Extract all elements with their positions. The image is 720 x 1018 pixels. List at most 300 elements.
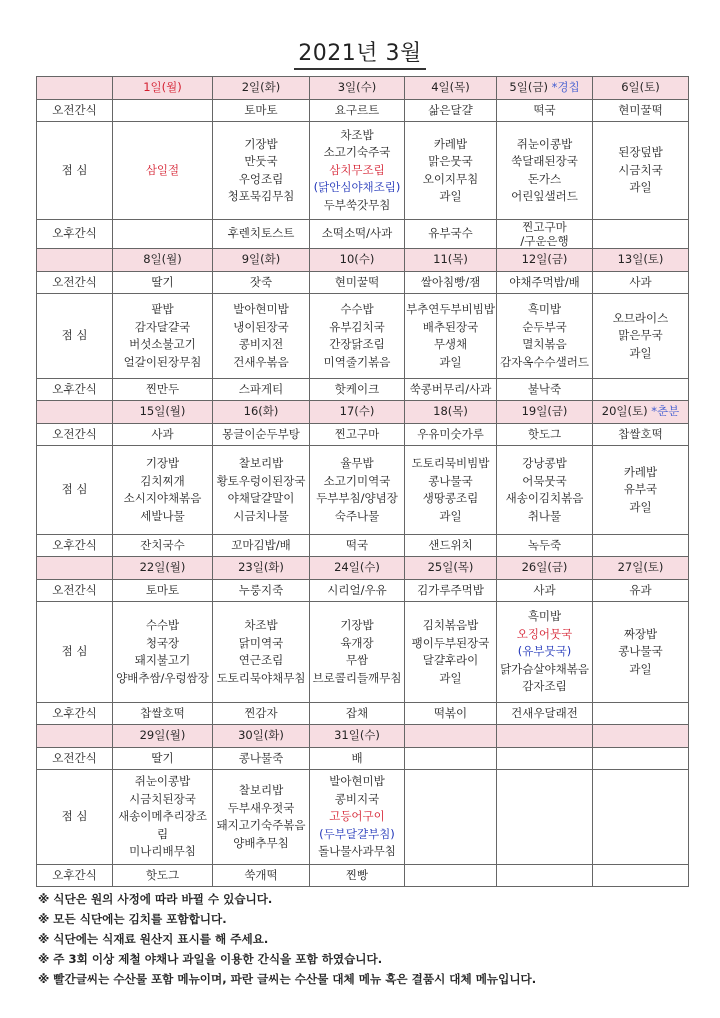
- lunch-item: 과일: [439, 189, 462, 203]
- lunch-item: 냉이된장국: [233, 319, 289, 334]
- lunch-item: 기장밥: [340, 618, 374, 632]
- pm-cell: [593, 703, 689, 725]
- am-cell: [113, 100, 213, 122]
- pm-cell: [405, 703, 497, 725]
- lunch-item: 닭미역국: [238, 635, 284, 650]
- am-cell: [213, 272, 310, 294]
- pm-cell: [113, 220, 213, 249]
- pm-item: 꼬마김밥/배: [231, 537, 291, 552]
- am-cell: [113, 580, 213, 602]
- day-label: 13일(토): [617, 252, 664, 267]
- day-label: 22일(월): [139, 560, 186, 575]
- lunch-item: 시금치국: [618, 162, 663, 177]
- day-cell: [593, 249, 689, 272]
- day-cell: [310, 557, 405, 580]
- note-line: ※ 식단은 원의 사정에 따라 바뀔 수 있습니다.: [38, 892, 273, 906]
- lunch-item: 도토리묵야채무침: [216, 670, 306, 685]
- am-item: 시리얼/우유: [327, 582, 387, 597]
- am-item: 찹쌀호떡: [618, 426, 663, 441]
- lunch-item: 미나리배무침: [129, 844, 196, 859]
- lunch-item: 두부쑥갓무침: [323, 197, 391, 212]
- lunch-item: 김치볶음밥: [422, 618, 479, 632]
- pm-item: 스파게티: [238, 381, 284, 396]
- lunch-cell: [310, 446, 405, 535]
- pm-cell: [497, 379, 593, 401]
- day-cell: [593, 557, 689, 580]
- lunch-item: 우엉조림: [238, 171, 284, 186]
- page-title: [0, 36, 720, 70]
- am-cell: [497, 748, 593, 770]
- lunch-cell: [113, 294, 213, 379]
- am-item: 배: [351, 750, 363, 765]
- lunch-item: 콩비지전: [238, 337, 284, 351]
- lunch-row: [37, 770, 689, 865]
- pm-item: 잔치국수: [140, 537, 185, 552]
- day-cell: [593, 725, 689, 748]
- lunch-item: 브로콜리들깨무침: [312, 670, 402, 685]
- pm-item: 소떡소떡/사과: [321, 226, 393, 241]
- lunch-item: 미역줄기볶음: [323, 354, 391, 369]
- am-item: 사과: [533, 582, 556, 597]
- lunch-item: 돈가스: [527, 171, 562, 186]
- am-cell: [310, 100, 405, 122]
- day-header-row: [37, 557, 689, 580]
- am-cell: [310, 580, 405, 602]
- am-cell: [310, 272, 405, 294]
- pm-item: 쑥개떡: [244, 867, 278, 882]
- day-cell: [213, 557, 310, 580]
- lunch-item: (두부달걀부침): [319, 826, 395, 841]
- pm-row: [37, 865, 689, 887]
- day-cell: [213, 77, 310, 100]
- lunch-item: 과일: [439, 508, 462, 523]
- lunch-item: 돌나물사과무침: [318, 844, 396, 859]
- pm-label: 오후간식: [37, 865, 113, 887]
- note-line: ※ 모든 식단에는 김치를 포함합니다.: [38, 912, 227, 926]
- lunch-item: 쥐눈이콩밥: [134, 774, 191, 789]
- pm-cell: [310, 379, 405, 401]
- am-row: [37, 580, 689, 602]
- day-label: 2일(화): [241, 80, 281, 95]
- am-item: 찐고구마: [334, 426, 380, 441]
- lunch-item: 오징어뭇국: [516, 626, 573, 641]
- lunch-row: [37, 122, 689, 220]
- am-cell: [405, 748, 497, 770]
- pm-cell: [593, 379, 689, 401]
- pm-cell: [593, 865, 689, 887]
- corner-cell: [37, 77, 113, 100]
- pm-item: 핫도그: [145, 867, 180, 882]
- pm-cell: [310, 703, 405, 725]
- pm-cell: [310, 865, 405, 887]
- day-cell: [310, 249, 405, 272]
- day-cell: [593, 77, 689, 100]
- lunch-cell: [405, 122, 497, 220]
- pm-item-line: 찐고구마: [522, 220, 567, 234]
- lunch-item: 돼지고기숙주볶음: [216, 818, 306, 832]
- pm-item: 녹두죽: [527, 537, 562, 552]
- lunch-label: 점 심: [37, 602, 113, 703]
- meal-table: [36, 76, 689, 887]
- am-item: 사과: [151, 426, 174, 441]
- pm-item-line: /구운은행: [520, 234, 569, 248]
- lunch-item: 유부김치국: [329, 319, 385, 334]
- am-label: 오전간식: [37, 748, 113, 770]
- pm-row: [37, 535, 689, 557]
- am-cell: [213, 424, 310, 446]
- am-cell: [593, 272, 689, 294]
- lunch-item: 간장닭조림: [329, 337, 385, 351]
- day-label: 10(수): [339, 252, 375, 267]
- am-row: [37, 748, 689, 770]
- pm-cell: [213, 535, 310, 557]
- lunch-item: 숙주나물: [334, 508, 380, 523]
- pm-row: [37, 703, 689, 725]
- day-label: 30일(화): [238, 728, 284, 743]
- corner-cell: [37, 557, 113, 580]
- title-text: 2021년 3월: [294, 36, 425, 70]
- day-cell: [405, 557, 497, 580]
- lunch-item: 발아현미밥: [233, 302, 289, 316]
- lunch-item: 삼일절: [145, 162, 180, 177]
- am-item: 야채주먹밥/배: [509, 274, 580, 289]
- day-label: 16(화): [243, 404, 279, 419]
- lunch-item: 수수밥: [145, 618, 180, 632]
- notes-section: [38, 889, 536, 989]
- am-item: 유과: [629, 582, 652, 597]
- day-note: *경칩: [547, 80, 580, 95]
- lunch-item: 새송이김치볶음: [505, 491, 584, 505]
- lunch-cell: [310, 770, 405, 865]
- lunch-item: 청포묵김무침: [227, 189, 295, 203]
- day-cell: [213, 725, 310, 748]
- pm-item: 찐감자: [244, 705, 278, 720]
- lunch-item: 콩나물국: [428, 473, 473, 488]
- pm-item: 잡채: [345, 705, 369, 720]
- am-cell: [405, 580, 497, 602]
- lunch-cell: [213, 602, 310, 703]
- lunch-item: 맑은무국: [618, 328, 663, 343]
- pm-label: 오후간식: [37, 703, 113, 725]
- lunch-cell: [113, 446, 213, 535]
- lunch-item: 과일: [629, 499, 652, 514]
- am-item: 누룽지죽: [238, 582, 284, 597]
- am-label: 오전간식: [37, 100, 113, 122]
- am-item: 토마토: [244, 102, 278, 117]
- am-label: 오전간식: [37, 580, 113, 602]
- day-label: 12일(금): [521, 252, 568, 267]
- day-label: 26일(금): [521, 560, 568, 575]
- lunch-item: (유부뭇국): [517, 644, 572, 659]
- am-cell: [405, 272, 497, 294]
- lunch-item: 무쌈: [345, 653, 369, 667]
- lunch-row: [37, 446, 689, 535]
- am-label: 오전간식: [37, 272, 113, 294]
- lunch-cell: [213, 446, 310, 535]
- day-label: 17(수): [339, 404, 375, 419]
- lunch-item: 어린잎샐러드: [511, 189, 578, 203]
- lunch-item: 생땅콩조림: [422, 491, 479, 505]
- lunch-label: 점 심: [37, 446, 113, 535]
- lunch-item: 육개장: [340, 635, 374, 650]
- lunch-item: 팽이두부된장국: [411, 635, 490, 650]
- day-label: 9일(화): [241, 252, 281, 267]
- lunch-item: 율무밥: [340, 456, 374, 470]
- lunch-cell: [497, 122, 593, 220]
- lunch-item: 양배추무침: [233, 835, 289, 850]
- pm-cell: [405, 535, 497, 557]
- day-cell: [497, 401, 593, 424]
- am-cell: [113, 272, 213, 294]
- day-header-row: [37, 77, 689, 100]
- lunch-cell: [593, 446, 689, 535]
- am-cell: [113, 748, 213, 770]
- lunch-row: [37, 294, 689, 379]
- lunch-item: 달걀후라이: [422, 653, 479, 667]
- pm-cell: [113, 379, 213, 401]
- pm-item: 찐만두: [145, 381, 180, 396]
- lunch-item: 쑥달래된장국: [511, 154, 578, 168]
- lunch-item: 시금치나물: [233, 508, 289, 523]
- pm-item: 쑥콩버무리/사과: [409, 381, 492, 396]
- day-label: 23일(화): [238, 560, 284, 575]
- pm-label: 오후간식: [37, 535, 113, 557]
- am-item: 떡국: [533, 102, 556, 117]
- note-line: ※ 주 3회 이상 제철 야채나 과일을 이용한 간식을 포함 하였습니다.: [38, 952, 383, 966]
- pm-cell: [593, 220, 689, 249]
- pm-label: 오후간식: [37, 220, 113, 249]
- lunch-cell: [497, 770, 593, 865]
- pm-item: 떡국: [345, 537, 369, 552]
- lunch-item: 찰보리밥: [238, 783, 284, 797]
- lunch-label: 점 심: [37, 294, 113, 379]
- lunch-item: 취나물: [527, 508, 562, 523]
- lunch-item: 감자옥수수샐러드: [500, 354, 589, 369]
- day-cell: [310, 77, 405, 100]
- lunch-item: 시금치된장국: [129, 791, 196, 806]
- day-cell: [497, 77, 593, 100]
- lunch-item: 소고기미역국: [323, 473, 391, 488]
- day-header-row: [37, 725, 689, 748]
- am-cell: [310, 748, 405, 770]
- day-cell: [593, 401, 689, 424]
- lunch-cell: [310, 122, 405, 220]
- lunch-item: 도토리묵비빔밥: [411, 456, 490, 470]
- pm-cell: [405, 379, 497, 401]
- pm-cell: [310, 535, 405, 557]
- lunch-cell: [405, 602, 497, 703]
- day-cell: [405, 77, 497, 100]
- day-cell: [310, 725, 405, 748]
- day-label: 4일(목): [431, 80, 470, 95]
- day-label: 8일(월): [143, 252, 182, 267]
- day-cell: [213, 401, 310, 424]
- note-line: ※ 식단에는 식재료 원산지 표시를 해 주세요.: [38, 932, 269, 946]
- day-label: 27일(토): [617, 560, 664, 575]
- am-item: 삶은달걀: [428, 102, 473, 117]
- am-cell: [497, 580, 593, 602]
- pm-item: 떡볶이: [433, 705, 468, 720]
- am-item: 몽글이순두부탕: [222, 426, 300, 441]
- lunch-item: 두부새우젓국: [227, 800, 295, 815]
- am-cell: [593, 100, 689, 122]
- lunch-cell: [593, 602, 689, 703]
- am-row: [37, 272, 689, 294]
- am-cell: [405, 100, 497, 122]
- lunch-item: 두부부침/양념장: [316, 491, 398, 505]
- pm-cell: [405, 220, 497, 249]
- pm-cell: [213, 865, 310, 887]
- lunch-cell: [497, 446, 593, 535]
- am-cell: [405, 424, 497, 446]
- pm-item: 찹쌀호떡: [140, 705, 185, 720]
- lunch-cell: [310, 294, 405, 379]
- lunch-item: 기장밥: [244, 136, 278, 151]
- am-item: 우유미숫가루: [417, 426, 484, 441]
- day-cell: [497, 249, 593, 272]
- lunch-item: 감자조림: [522, 679, 567, 694]
- pm-cell: [113, 535, 213, 557]
- lunch-item: 발아현미밥: [329, 774, 385, 789]
- lunch-cell: [497, 602, 593, 703]
- lunch-item: 콩비지국: [334, 791, 380, 806]
- lunch-cell: [213, 122, 310, 220]
- lunch-item: 닭가슴살야채볶음: [500, 661, 589, 676]
- day-label: 29일(월): [139, 728, 186, 743]
- am-cell: [113, 424, 213, 446]
- pm-cell: [593, 535, 689, 557]
- pm-item: 샌드위치: [428, 537, 473, 552]
- lunch-item: 어묵뭇국: [522, 473, 567, 488]
- lunch-item: 찰보리밥: [238, 456, 284, 470]
- lunch-row: [37, 602, 689, 703]
- pm-cell: [213, 379, 310, 401]
- lunch-item: 강낭콩밥: [522, 456, 567, 470]
- day-header-row: [37, 249, 689, 272]
- lunch-label: 점 심: [37, 770, 113, 865]
- lunch-item: 소고기숙주국: [323, 145, 391, 160]
- lunch-item: 감자달걀국: [134, 319, 191, 334]
- lunch-cell: [113, 770, 213, 865]
- lunch-label: 점 심: [37, 122, 113, 220]
- pm-item: 찐빵: [345, 867, 369, 882]
- pm-cell: [497, 535, 593, 557]
- day-cell: [405, 401, 497, 424]
- day-note: *춘분: [647, 404, 680, 419]
- am-cell: [593, 748, 689, 770]
- lunch-cell: [405, 770, 497, 865]
- lunch-item: 흑미밥: [527, 302, 562, 316]
- lunch-item: 기장밥: [145, 456, 180, 470]
- am-item: 핫도그: [527, 426, 562, 441]
- day-cell: [405, 725, 497, 748]
- am-cell: [497, 424, 593, 446]
- lunch-cell: [113, 602, 213, 703]
- lunch-cell: [310, 602, 405, 703]
- lunch-cell: [405, 294, 497, 379]
- am-item: 사과: [629, 274, 652, 289]
- lunch-item: 흑미밥: [527, 609, 562, 624]
- am-cell: [213, 748, 310, 770]
- day-label: 24일(수): [334, 560, 380, 575]
- am-item: 쌀아침빵/잼: [420, 274, 481, 289]
- day-cell: [497, 725, 593, 748]
- pm-label: 오후간식: [37, 379, 113, 401]
- lunch-cell: [405, 446, 497, 535]
- am-item: 현미꿀떡: [334, 274, 380, 289]
- lunch-item: 돼지불고기: [134, 653, 191, 667]
- pm-cell: [497, 703, 593, 725]
- lunch-item: 건새우볶음: [233, 354, 289, 369]
- pm-item: 후렌치토스트: [227, 226, 295, 241]
- pm-cell: [497, 865, 593, 887]
- lunch-item: 콩나물국: [618, 644, 663, 659]
- pm-cell: [213, 703, 310, 725]
- lunch-item: 야채달걀말이: [227, 491, 295, 505]
- pm-item: 불낙죽: [527, 381, 562, 396]
- am-item: 현미꿀떡: [618, 102, 663, 117]
- lunch-item: 새송이메추리장조림: [118, 809, 207, 841]
- am-row: [37, 424, 689, 446]
- day-label: 18(목): [433, 404, 468, 419]
- pm-item: 건새우달래전: [511, 705, 578, 720]
- am-item: 딸기: [151, 274, 174, 289]
- am-label: 오전간식: [37, 424, 113, 446]
- pm-cell: [113, 703, 213, 725]
- lunch-item: 유부국: [623, 482, 658, 497]
- lunch-cell: [213, 294, 310, 379]
- day-label: 5일(금): [509, 80, 548, 95]
- am-item: 토마토: [145, 582, 180, 597]
- lunch-item: 황토우렁이된장국: [216, 473, 306, 488]
- lunch-item: 과일: [629, 345, 652, 360]
- am-cell: [593, 580, 689, 602]
- lunch-item: 과일: [629, 180, 652, 195]
- day-cell holiday: [113, 77, 213, 100]
- day-cell: [310, 401, 405, 424]
- lunch-item: 버섯소불고기: [129, 337, 196, 351]
- note-line: ※ 빨간글씨는 수산물 포함 메뉴이며, 파란 글씨는 수산물 대체 메뉴 혹은 결품시 대체 메뉴입니다.: [38, 972, 537, 986]
- lunch-item: 소시지야채볶음: [123, 491, 202, 505]
- pm-row: [37, 220, 689, 249]
- lunch-item: 만둣국: [244, 154, 278, 168]
- day-label: 1일(월): [143, 80, 182, 95]
- lunch-item: 차조밥: [244, 618, 278, 632]
- lunch-cell: [497, 294, 593, 379]
- day-label: 11(목): [433, 252, 468, 267]
- pm-item: 핫케이크: [334, 381, 380, 396]
- lunch-item: 쥐눈이콩밥: [516, 136, 573, 151]
- lunch-item: 차조밥: [340, 127, 374, 142]
- am-item: 잣죽: [249, 274, 273, 289]
- lunch-item: 부추연두부비빔밥: [406, 302, 495, 316]
- lunch-item: 삼치무조림: [329, 162, 385, 177]
- day-label: 6일(토): [621, 80, 660, 95]
- day-cell: [497, 557, 593, 580]
- corner-cell: [37, 725, 113, 748]
- day-label: 15일(월): [139, 404, 186, 419]
- day-cell: [113, 401, 213, 424]
- pm-cell: [113, 865, 213, 887]
- day-cell: [113, 557, 213, 580]
- lunch-item: 무생채: [433, 337, 468, 351]
- pm-cell: [310, 220, 405, 249]
- lunch-item: 오므라이스: [612, 310, 669, 325]
- lunch-item: (닭안심야채조림): [313, 180, 401, 195]
- am-item: 딸기: [151, 750, 174, 765]
- lunch-item: 팥밥: [151, 302, 174, 316]
- lunch-cell: [593, 122, 689, 220]
